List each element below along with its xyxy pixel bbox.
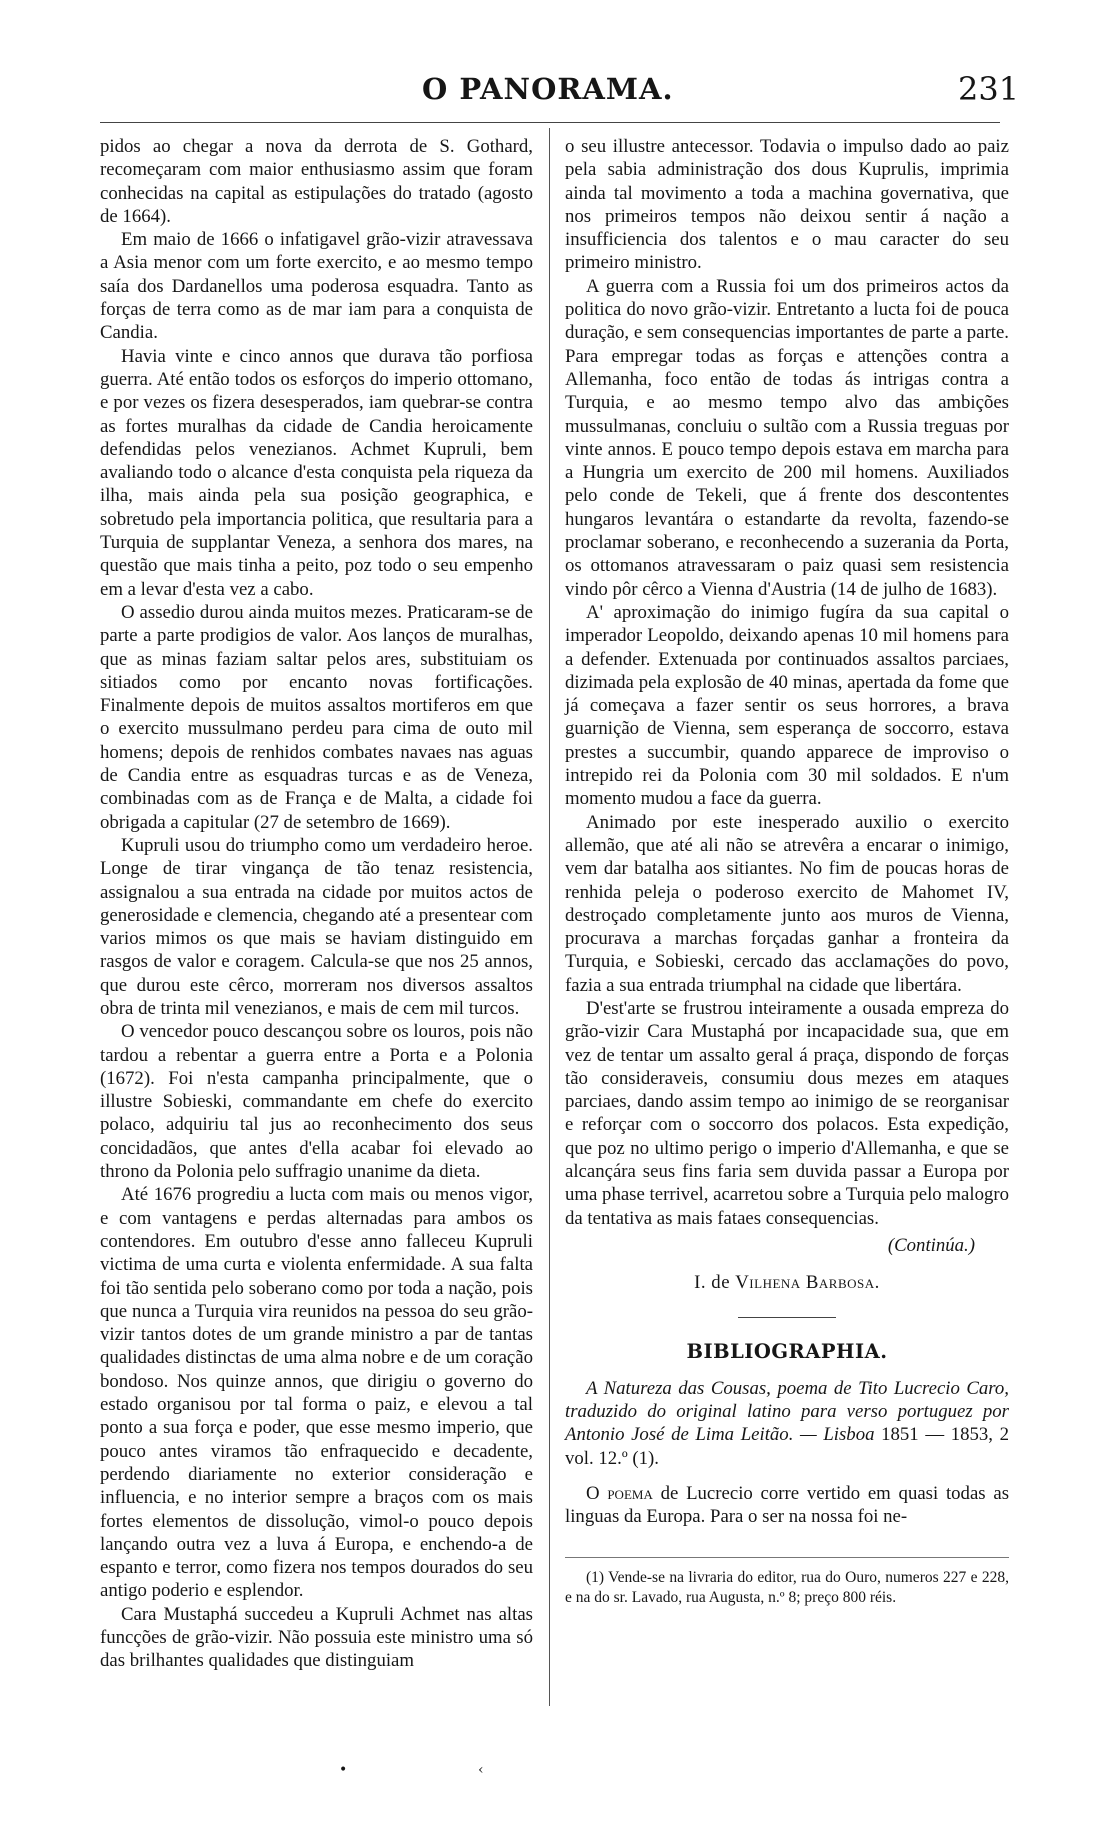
- article-paragraph: Animado por este inesperado auxilio o exercito allemão, que até ali não se atrevêra a encarar o inimigo, vem dar batalha aos sitiantes. No fim de poucas horas de renhida peleja o poderoso exercito de Mahomet IV, destroçado completamente junto aos muros de Vienna, procurava a marchas forçadas ganhar a fronteira da Turquia, e Sobieski, cercado das acclamações do povo, fazia a sua entrada triumphal na cidade que libertára.: [565, 811, 1009, 996]
- article-paragraph: Kupruli usou do triumpho como um verdadeiro heroe. Longe de tirar vingança de tão tenaz resistencia, assignalou a sua entrada na cidade por muitos actos de generosidade e clemencia, chegando até a presentear com varios mimos os que mais se haviam distinguido em rasgos de valor e coragem. Calcula-se que nos 25 annos, que durou este cêrco, morreram nos diversos assaltos obra de trinta mil venezianos, e mais de cem mil turcos.: [100, 834, 533, 1019]
- article-paragraph: O assedio durou ainda muitos mezes. Praticaram-se de parte a parte prodigios de valor. Aos lanços de muralhas, que as minas faziam saltar pelos ares, substituiam os sitiados como por encanto novas fortificações. Finalmente depois de muitos assaltos mortiferos em que o exercito mussulmano perdeu para cima de outo mil homens; depois de renhidos combates navaes nas aguas de Candia entre as esquadras turcas e as de Veneza, combinadas com as de França e de Malta, a cidade foi obrigada a capitular (27 de setembro de 1669).: [100, 601, 533, 833]
- bib-text: de Lucrecio corre vertido em quasi todas as linguas da Europa. Para o ser na nossa foi ne-: [565, 1483, 1009, 1528]
- left-column: [100, 135, 533, 1673]
- page-number: 231: [958, 70, 1020, 108]
- signature-name: Vilhena Barbosa.: [735, 1272, 880, 1294]
- article-paragraph: o seu illustre antecessor. Todavia o impulso dado ao paiz pela sabia administração dos dous Kuprulis, imprimia ainda tal movimento a toda a machina governativa, que nos primeiros tempos não deixou sentir á nação a insufficiencia dos talentos e o mau caracter do seu primeiro ministro.: [565, 136, 1009, 274]
- bibliography-paragraph: [565, 1482, 1009, 1529]
- right-column: [565, 135, 1009, 1608]
- article-paragraph: A guerra com a Russia foi um dos primeiros actos da politica do novo grão-vizir. Entretanto a lucta foi de pouca duração, e sem consequencias importantes de parte a parte. Para empregar todas as forças e attenções contra a Allemanha, foco então de todas ás intrigas contra a Turquia, e ao mesmo tempo alvo das ambições mussulmanas, concluiu o sultão com a Russia treguas por vinte annos. E pouco tempo depois estava em marcha para a Hungria um exercito de 200 mil homens. Auxiliados pelo conde de Tekeli, que á frente dos descontentes hungaros levantára o estandarte da revolta, fazendo-se proclamar soberano, e reconhecendo a suzerania da Porta, os ottomanos atravessaram o paiz quasi sem resistencia vindo pôr cêrco a Vienna d'Austria (14 de julho de 1683).: [565, 275, 1009, 600]
- article-paragraph: A' aproximação do inimigo fugíra da sua capital o imperador Leopoldo, deixando apenas 10 mil homens para a defender. Extenuada por continuados assaltos parciaes, dizimada pela explosão de 40 minas, apertada da fome que já começava a fazer sentir os seus horrores, a brava guarnição de Vienna, sem esperança de soccorro, estava prestes a succumbir, quando apparece de improviso o intrepido rei da Polonia com 30 mil soldados. E n'um momento mudou a face da guerra.: [565, 601, 1009, 810]
- header-rule: [100, 122, 1000, 123]
- footer-mark-left: •: [339, 1762, 348, 1778]
- article-paragraph: O vencedor pouco descançou sobre os louros, pois não tardou a rebentar a guerra entre a Porta e a Polonia (1672). Foi n'esta campanha principalmente, que o illustre Sobieski, commandante em chefe do exercito polaco, adquiriu tal jus ao reconhecimento dos seus concidadãos, que antes d'ella acabar foi elevado ao throno da Polonia pelo suffragio unanime da dieta.: [100, 1021, 533, 1183]
- book-entry: [565, 1377, 1009, 1470]
- book-details: 1851 — 1853, 2 vol. 12.º (1).: [565, 1424, 1009, 1469]
- author-signature: [565, 1271, 1009, 1294]
- article-paragraph: Em maio de 1666 o infatigavel grão-vizir atravessava a Asia menor com um forte exercito, e ao mesmo tempo saía dos Dardanellos uma poderosa esquadra. Tanto as forças de terra como as de mar iam para a conquista de Candia.: [100, 229, 533, 344]
- signature-initial: I. de: [694, 1272, 736, 1294]
- section-separator: [738, 1317, 836, 1318]
- article-paragraph: pidos ao chegar a nova da derrota de S. Gothard, recomeçaram com maior enthusiasmo assim que foram conhecidas na capital as estipulações do tratado (agosto de 1664).: [100, 136, 533, 227]
- page-title: O PANORAMA.: [422, 72, 674, 106]
- column-divider: [549, 128, 550, 1706]
- book-title: A Natureza das Cousas, poema de Tito Lucrecio Caro, traduzido do original latino para verso portuguez por Antonio José de Lima Leitão. — Lisboa: [565, 1377, 1009, 1446]
- article-paragraph: D'est'arte se frustrou inteiramente a ousada empreza do grão-vizir Cara Mustaphá por incapacidade sua, que em vez de tentar um assalto geral á praça, dispondo de forças tão consideraveis, consumiu dous mezes em ataques parciaes, dando assim tempo ao inimigo de se reorganisar e reforçar com o soccorro dos polacos. Esta expedição, que poz no ultimo perigo o imperio d'Allemanha, e que se alcançára seus fins faria sem duvida passar a Europa por uma phase terrivel, acarretou sobre a Turquia pelo malogro da tentativa as mais fataes consequencias.: [565, 997, 1009, 1229]
- section-heading: BIBLIOGRAPHIA.: [686, 1339, 888, 1363]
- footnote: (1) Vende-se na livraria do editor, rua do Ouro, numeros 227 e 228, e na do sr. Lavado, rua Augusta, n.º 8; preço 800 réis.: [565, 1568, 1009, 1606]
- footnote-rule: [565, 1557, 1009, 1558]
- bib-first-word: O poema: [586, 1483, 653, 1505]
- footer-mark-right: ‹: [478, 1762, 484, 1778]
- article-paragraph: Cara Mustaphá succedeu a Kupruli Achmet nas altas funcções de grão-vizir. Não possuia este ministro uma só das brilhantes qualidades que distinguiam: [100, 1603, 533, 1672]
- article-paragraph: Até 1676 progrediu a lucta com mais ou menos vigor, e com vantagens e perdas alternadas para ambos os contendores. Em outubro d'esse anno falleceu Kupruli victima de uma curta e violenta enfermidade. A sua falta foi tão sentida pelo soberano como por toda a nação, pois que nunca a Turquia vira reunidos na pessoa do seu grão-vizir tantos dotes de um grande ministro a par de tantas qualidades distinctas de uma alma nobre e de um coração bondoso. Nos quinze annos, que dirigiu o governo do estado organisou por tal forma o paiz, e elevou a tal ponto a sua força e poder, que esse mesmo imperio, que pouco antes viramos tão enfraquecido e decadente, perdendo diariamente no exterior consideração e influencia, e no interior sempre a braços com os mais fortes elementos de dissolução, vimol-o pouco depois lançando outra vez a luva á Europa, e enchendo-a de espanto e terror, como fizera nos tempos dourados do seu antigo poderio e esplendor.: [100, 1184, 533, 1602]
- continued-note: (Continúa.): [887, 1234, 975, 1256]
- article-paragraph: Havia vinte e cinco annos que durava tão porfiosa guerra. Até então todos os esforços do imperio ottomano, e por vezes os fizera desesperados, iam quebrar-se contra as fortes muralhas da cidade de Candia heroicamente defendidas pelos venezianos. Achmet Kupruli, bem avaliando todo o alcance d'esta conquista pela riqueza da ilha, mais ainda pela sua posição geographica, e sobretudo pela importancia politica, que resultaria para a Turquia de supplantar Veneza, a senhora dos mares, na questão que mais tinha a peito, poz todo o seu empenho em a levar d'esta vez a cabo.: [100, 345, 533, 600]
